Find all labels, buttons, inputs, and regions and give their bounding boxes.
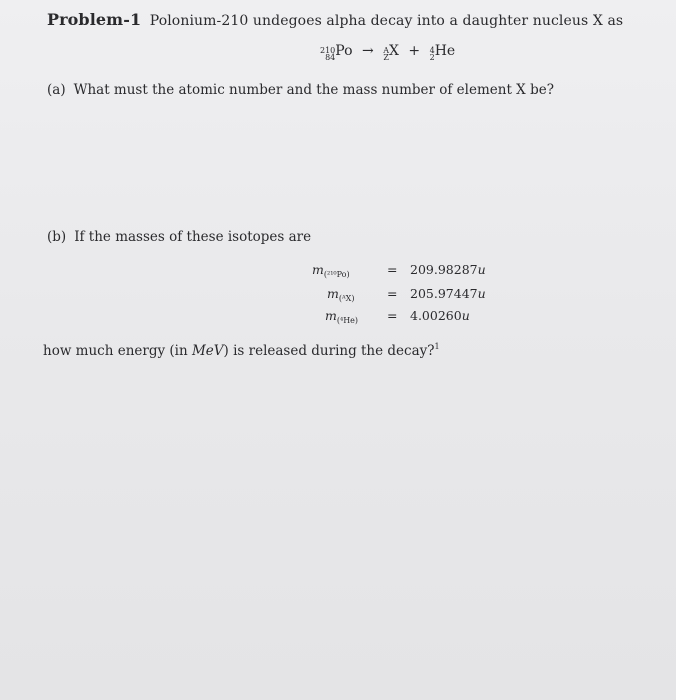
mass-value: 205.97447u bbox=[410, 286, 486, 301]
mass-subscript: (²¹⁰Po) bbox=[323, 270, 350, 279]
mass-row-x bbox=[312, 286, 512, 304]
mass-subscript: (ᴬX) bbox=[338, 294, 355, 303]
daughter-mass-number: A bbox=[383, 46, 389, 55]
part-a-label: (a) bbox=[47, 82, 66, 98]
parent-mass-number: 210 bbox=[320, 46, 336, 55]
daughter-atomic-number: Z bbox=[383, 53, 389, 62]
equals-sign: = bbox=[387, 286, 398, 301]
footnote-marker: 1 bbox=[434, 342, 440, 351]
parent-atomic-number: 84 bbox=[325, 53, 336, 62]
mass-value: 209.98287u bbox=[410, 262, 486, 277]
alpha-mass-number: 4 bbox=[429, 46, 435, 55]
problem-header bbox=[47, 10, 623, 29]
energy-question: how much energy (in MeV) is released during the decay?$^1$ bbox=[43, 342, 440, 359]
part-b-text: If the masses of these isotopes are bbox=[74, 229, 312, 245]
mass-symbol: m bbox=[325, 308, 337, 323]
mass-symbol: m bbox=[327, 286, 339, 301]
reaction-arrow: → bbox=[362, 43, 374, 59]
daughter-symbol: X bbox=[388, 43, 399, 59]
mass-subscript: (⁴He) bbox=[336, 316, 359, 325]
mass-value: 4.00260u bbox=[410, 308, 470, 323]
part-a bbox=[47, 82, 554, 98]
parent-symbol: Po bbox=[335, 43, 353, 59]
mass-row-he bbox=[312, 308, 512, 326]
part-a-text: What must the atomic number and the mass number of element X be? bbox=[73, 82, 554, 98]
daughter-nuclide bbox=[383, 43, 399, 61]
decay-equation bbox=[320, 43, 455, 61]
problem-statement: Polonium-210 undegoes alpha decay into a daughter nucleus X as bbox=[149, 13, 624, 29]
energy-unit: MeV bbox=[191, 343, 224, 359]
plus-sign: + bbox=[408, 43, 421, 59]
equals-sign: = bbox=[387, 262, 398, 277]
part-b bbox=[47, 229, 311, 245]
alpha-nuclide bbox=[430, 43, 456, 61]
alpha-atomic-number: 2 bbox=[429, 53, 435, 62]
problem-label: Problem-1 bbox=[47, 10, 142, 29]
mass-symbol: m bbox=[312, 262, 324, 277]
alpha-symbol: He bbox=[434, 43, 456, 59]
mass-row-po bbox=[312, 262, 512, 280]
part-b-label: (b) bbox=[47, 229, 67, 245]
equals-sign: = bbox=[387, 308, 398, 323]
parent-nuclide bbox=[320, 43, 353, 61]
